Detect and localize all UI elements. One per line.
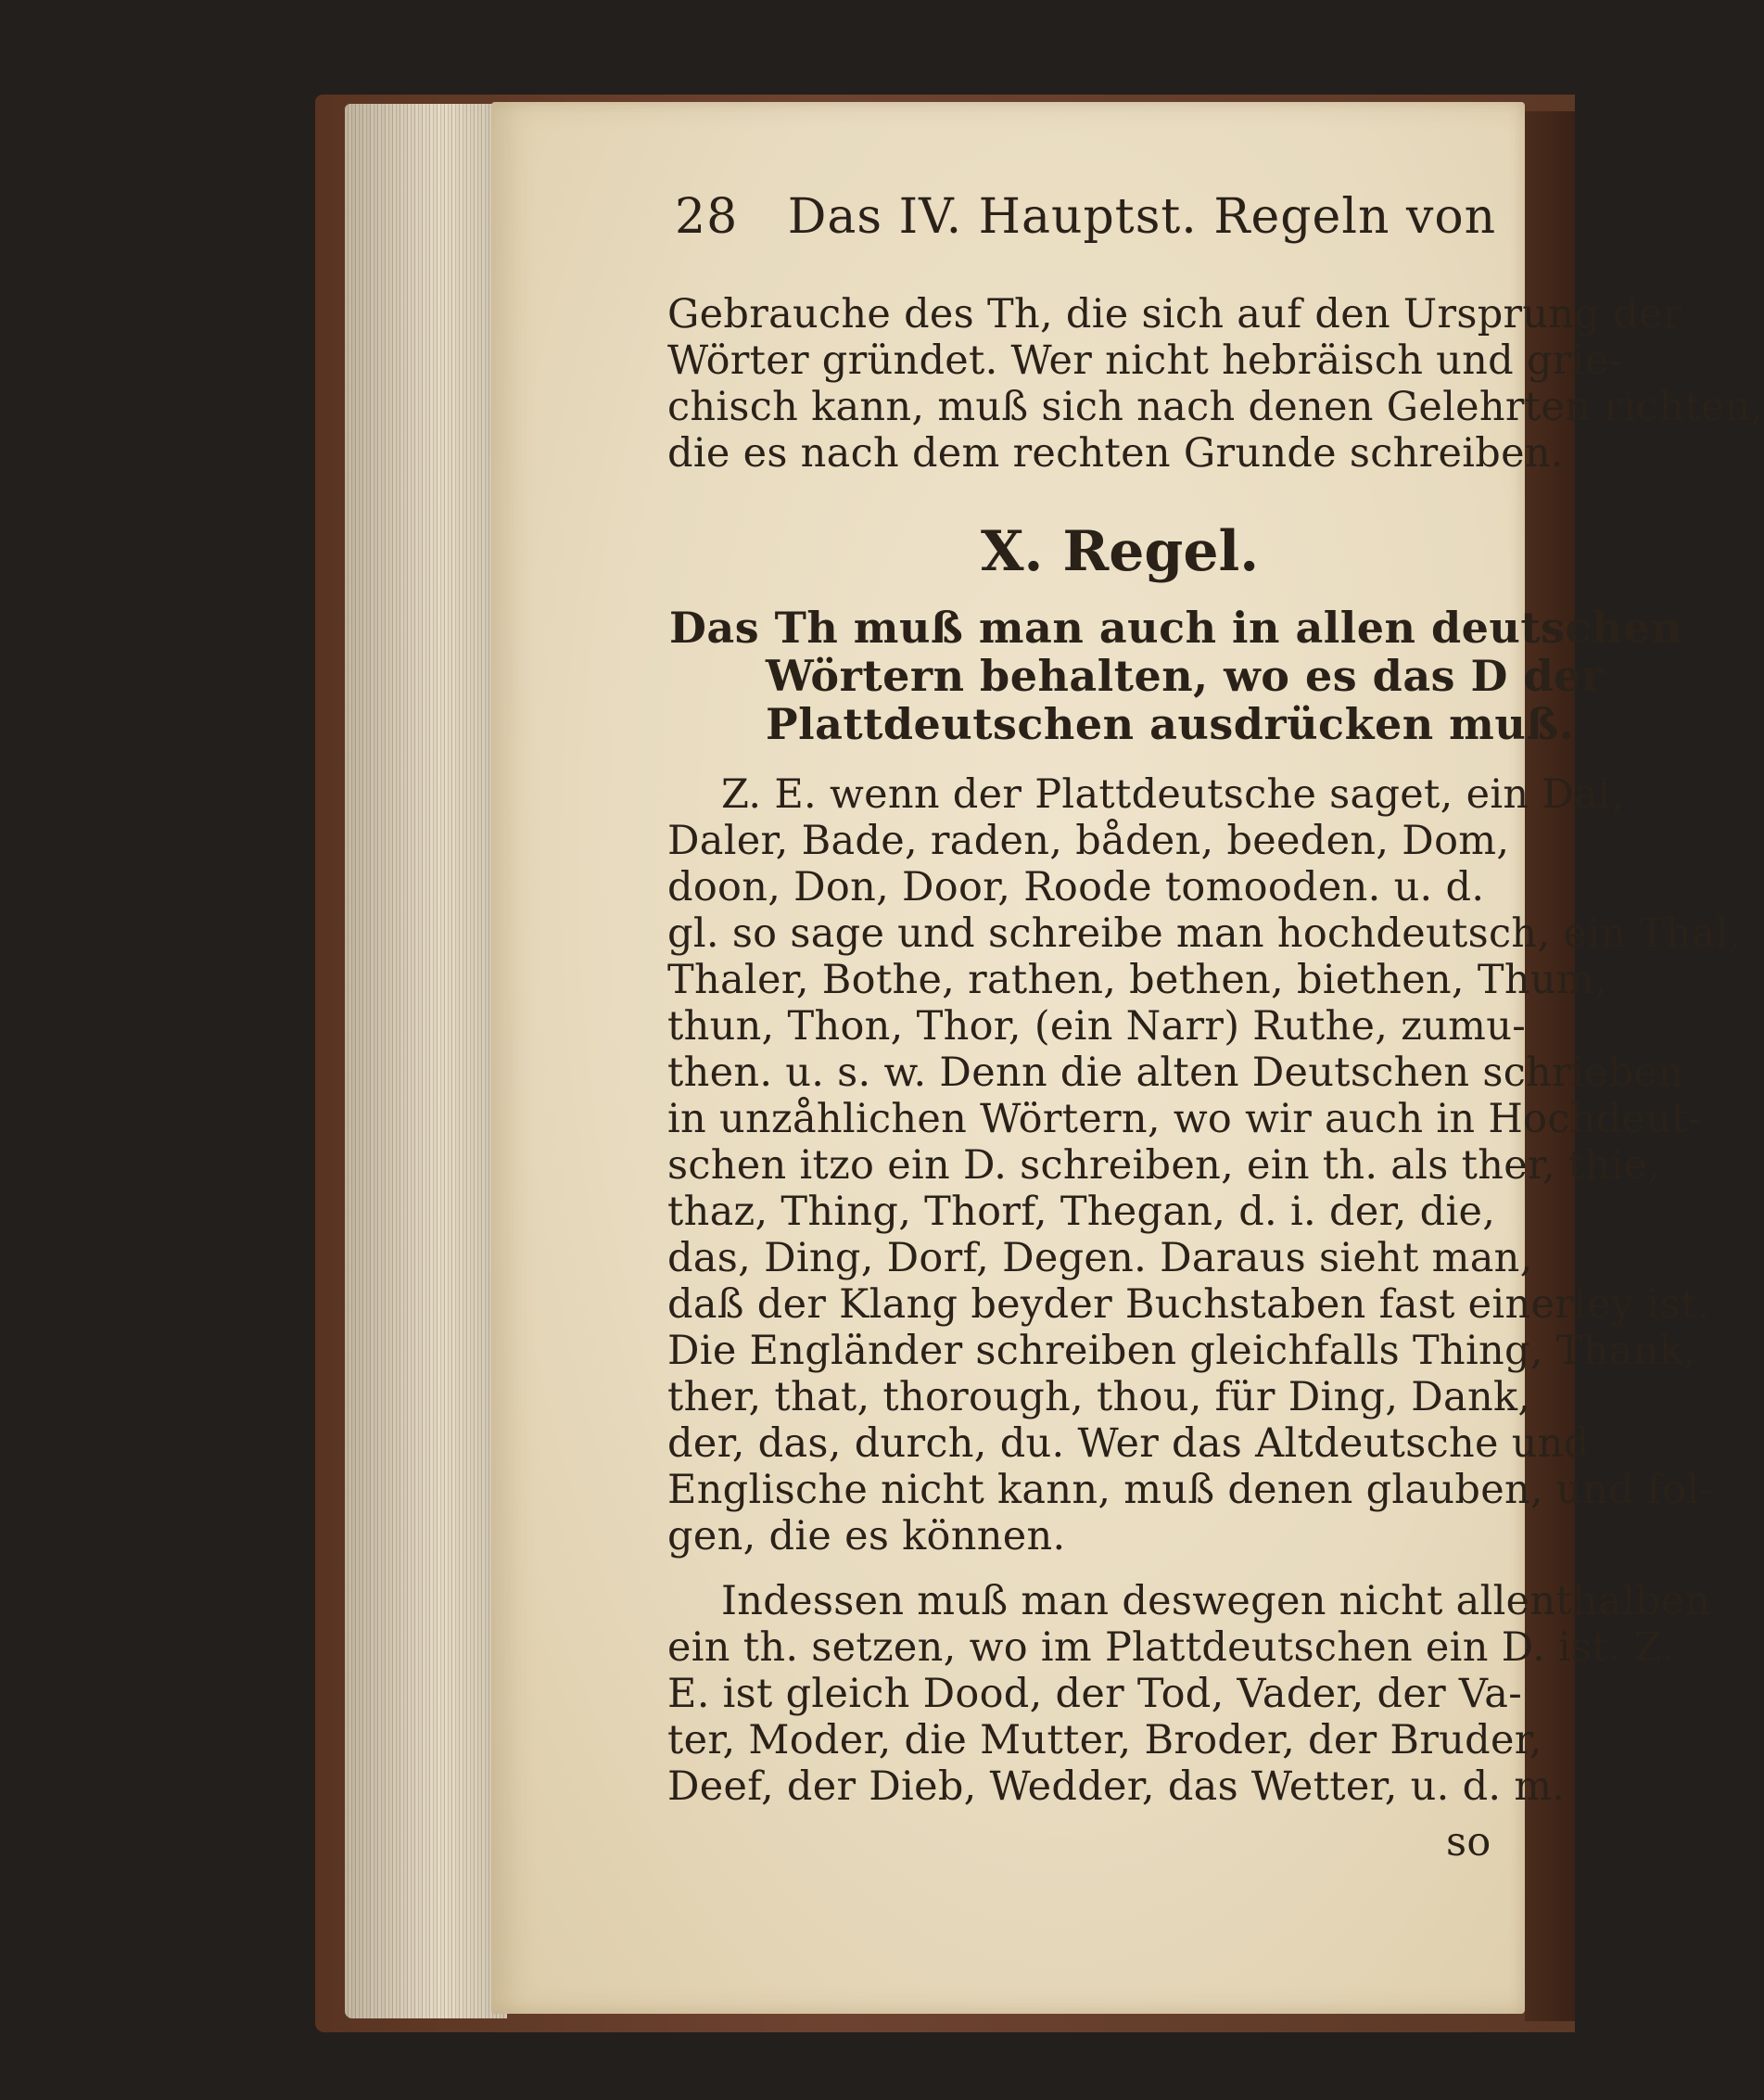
paragraph-line: Daler, Bade, raden, båden, beeden, Dom, <box>667 818 1510 864</box>
paragraph-line: das, Ding, Dorf, Degen. Daraus sieht man, <box>667 1235 1533 1281</box>
running-title: Das IV. Hauptst. Regeln von <box>787 189 1497 245</box>
rule-heading: X. Regel. <box>981 519 1260 584</box>
paragraph-line: Thaler, Bothe, rathen, bethen, biethen, Thum, <box>667 957 1607 1003</box>
paragraph-line: ther, that, thorough, thou, für Ding, Dank, <box>667 1374 1531 1420</box>
paragraph-line: Deef, der Dieb, Wedder, das Wetter, u. d. m. <box>667 1763 1566 1810</box>
paragraph-line: doon, Don, Door, Roode tomooden. u. d. <box>667 864 1485 910</box>
paragraph-line: ter, Moder, die Mutter, Broder, der Bruder, <box>667 1717 1542 1763</box>
paragraph-line: gl. so sage und schreibe man hochdeutsch, ein Thal, <box>667 910 1742 957</box>
paragraph-line: gen, die es können. <box>667 1513 1066 1559</box>
rule-line: Plattdeutschen ausdrücken muß. <box>766 699 1575 749</box>
page-number: 28 <box>675 189 739 245</box>
intro-line: die es nach dem rechten Grunde schreiben. <box>667 430 1564 477</box>
paragraph-line: Englische nicht kann, muß denen glauben, und fol- <box>667 1467 1713 1513</box>
paragraph-line: in unzåhlichen Wörtern, wo wir auch in Hochdeut- <box>667 1096 1702 1142</box>
paragraph-line: daß der Klang beyder Buchstaben fast einerley ist. <box>667 1281 1710 1328</box>
catchword: so <box>1446 1819 1491 1865</box>
paragraph-line: Die Engländer schreiben gleichfalls Thing, Thank, <box>667 1328 1697 1374</box>
page-edges-shade <box>345 104 507 2018</box>
paragraph-line: schen itzo ein D. schreiben, ein th. als ther, thie, <box>667 1142 1661 1189</box>
paragraph-line: thun, Thon, Thor, (ein Narr) Ruthe, zumu- <box>667 1003 1527 1050</box>
paragraph-line: Z. E. wenn der Plattdeutsche saget, ein Dal, <box>721 771 1625 818</box>
paragraph-line: then. u. s. w. Denn die alten Deutschen schrieben <box>667 1050 1684 1096</box>
intro-line: Gebrauche des Th, die sich auf den Ursprung der <box>667 291 1682 337</box>
rule-line: Wörtern behalten, wo es das D der <box>766 651 1605 701</box>
paragraph-line: thaz, Thing, Thorf, Thegan, d. i. der, die, <box>667 1189 1496 1235</box>
intro-line: Wörter gründet. Wer nicht hebräisch und grie- <box>667 337 1623 384</box>
rule-line: Das Th muß man auch in allen deutschen <box>669 603 1682 653</box>
paragraph-line: ein th. setzen, wo im Plattdeutschen ein D. ist. Z. <box>667 1624 1675 1671</box>
paragraph-line: der, das, durch, du. Wer das Altdeutsche und <box>667 1420 1590 1467</box>
paragraph-line: E. ist gleich Dood, der Tod, Vader, der Va- <box>667 1671 1523 1717</box>
intro-line: chisch kann, muß sich nach denen Gelehrten richten, <box>667 384 1764 430</box>
paragraph-line: Indessen muß man deswegen nicht allenthalben <box>721 1578 1711 1624</box>
running-header <box>675 189 1496 245</box>
